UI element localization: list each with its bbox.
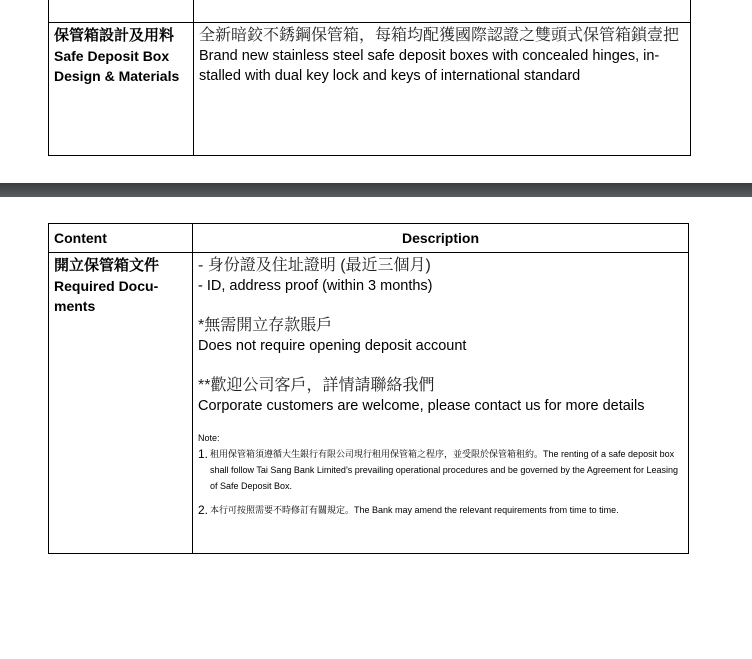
label-en-2: ments: [54, 298, 96, 314]
corporate-block: [198, 376, 683, 416]
no-account-en: Does not require opening deposit account: [198, 338, 467, 354]
note-block: [198, 430, 683, 518]
table-row: [49, 23, 691, 156]
header-content: Content: [49, 224, 193, 253]
note-title: Note:: [198, 433, 220, 443]
header-description: Description: [193, 224, 689, 253]
no-account-block: [198, 316, 683, 356]
empty-cell: [49, 0, 194, 23]
list-item: - ID, address proof (within 3 months): [198, 278, 433, 294]
table-row: [49, 253, 689, 554]
description-cell: [194, 23, 691, 156]
desc-en: Brand new stainless steel safe deposit boxes with concealed hinges, in-stalled with dual key lock and keys of international standard: [199, 48, 660, 84]
note-text: 本行可按照需要不時修訂有關規定。The Bank may amend the relevant requirements from time to time.: [210, 505, 619, 515]
label-en-1: Required Docu-: [54, 278, 159, 294]
label-en-1: Safe Deposit Box: [54, 48, 170, 64]
label-zh: 開立保管箱文件: [54, 257, 160, 274]
corporate-en: Corporate customers are welcome, please contact us for more details: [198, 398, 645, 414]
label-zh: 保管箱設計及用料: [54, 27, 175, 44]
no-account-zh: *無需開立存款賬戶: [198, 317, 333, 334]
note-number: 1.: [198, 447, 209, 461]
description-cell: [193, 253, 689, 554]
page-separator: [0, 183, 752, 197]
note-item: [198, 446, 683, 494]
corporate-zh: **歡迎公司客戶，詳情請聯絡我們: [198, 377, 435, 394]
label-cell: [49, 253, 193, 554]
label-en-2: Design & Materials: [54, 68, 180, 84]
page-bottom: [0, 197, 752, 659]
header-row: [49, 224, 689, 253]
required-documents-table: [48, 223, 689, 554]
label-cell: [49, 23, 194, 156]
note-item: [198, 502, 683, 518]
documents-list: [198, 256, 683, 296]
desc-zh: 全新暗鉸不銹鋼保管箱，每箱均配獲國際認證之雙頭式保管箱鎖壹把: [199, 27, 680, 44]
empty-cell: [194, 0, 691, 23]
page-top: [0, 0, 752, 183]
list-item: - 身份證及住址證明 (最近三個月): [198, 257, 431, 274]
note-number: 2.: [198, 503, 209, 517]
note-text: 租用保管箱須遵循大生銀行有限公司現行租用保管箱之程序，並受限於保管箱租約。The renting of a safe deposit box shall follow Tai Sang Bank Limited’s prevailing operational procedures and be governed by the Agreement for Leasing of Safe Deposit Box.: [210, 449, 678, 491]
table-row: [49, 0, 691, 23]
design-materials-table: [48, 0, 691, 156]
